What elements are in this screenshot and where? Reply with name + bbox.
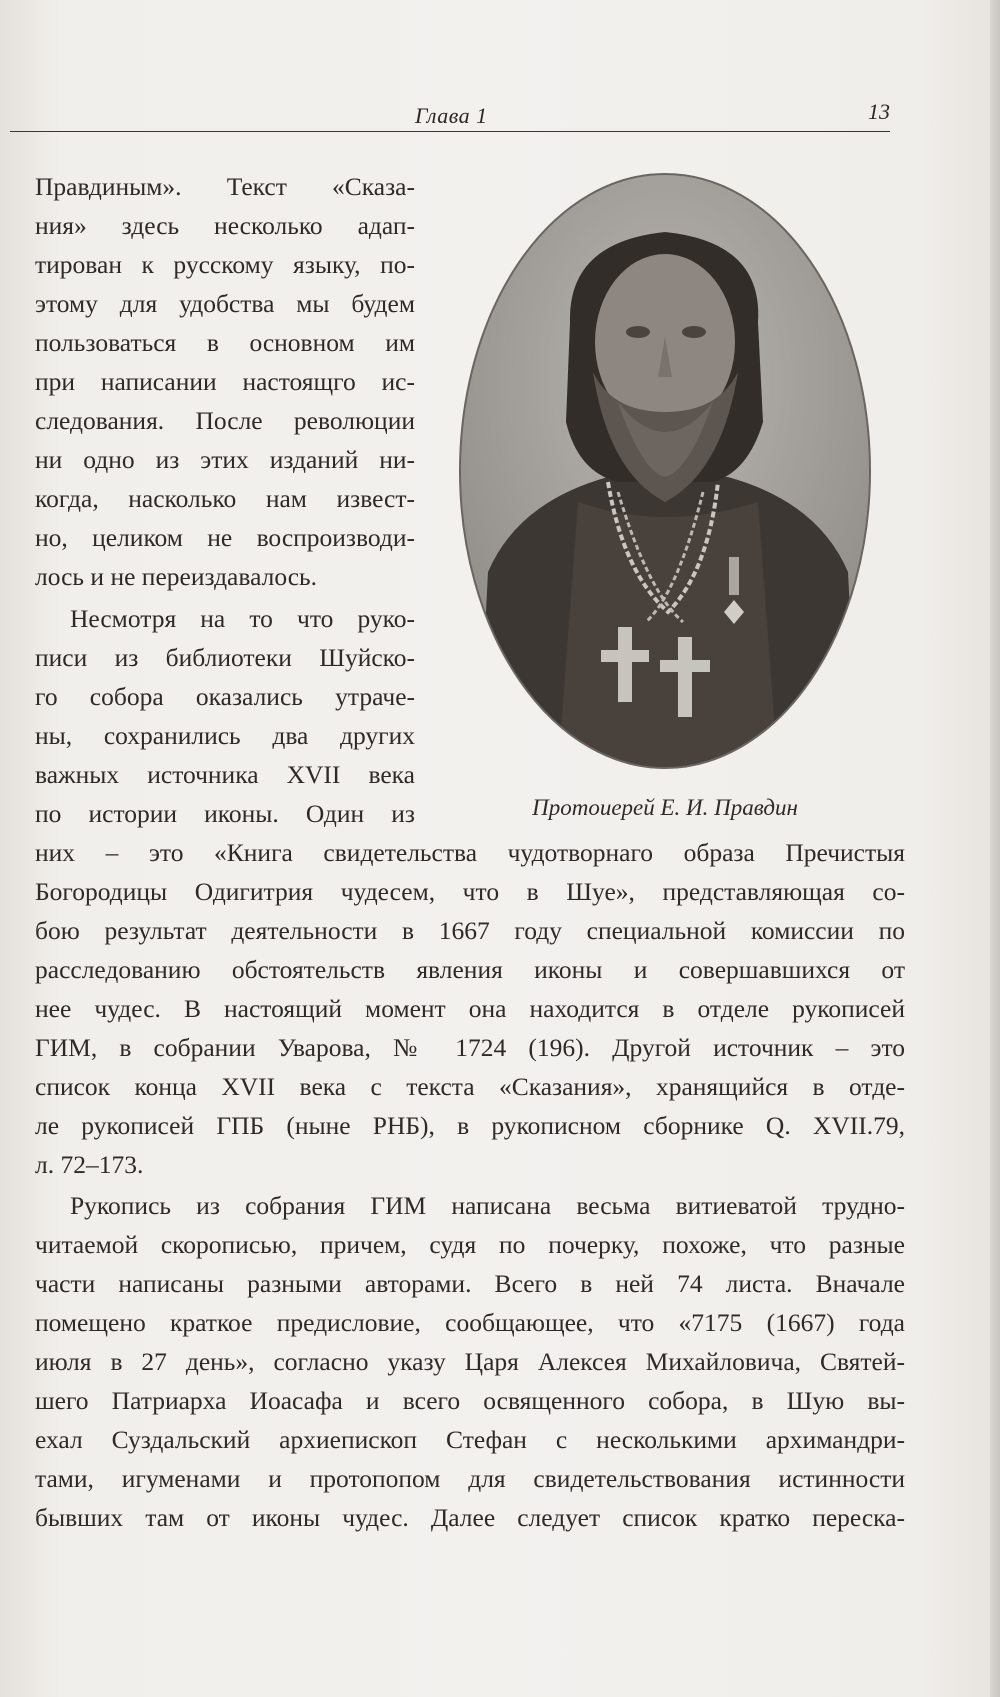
text-line: список конца XVII века с текста «Сказания», хранящийся в отде- xyxy=(35,1072,905,1101)
text-line: лось и не переиздавалось. xyxy=(35,562,318,591)
text-line: писи из библиотеки Шуйско- xyxy=(35,643,415,672)
text-line: ния» здесь несколько адап- xyxy=(35,211,415,240)
text-line: них – это «Книга свидетельства чудотворнаго образа Пречистыя xyxy=(35,838,905,867)
text-line: го собора оказались утраче- xyxy=(35,682,415,711)
running-header xyxy=(10,95,890,132)
text-line: бою результат деятельности в 1667 году специальной комиссии по xyxy=(35,916,905,945)
text-line: Несмотря на то что руко- xyxy=(70,604,415,633)
text-line: шего Патриарха Иоасафа и всего освященного собора, в Шую вы- xyxy=(35,1386,905,1415)
text-line: читаемой скорописью, причем, судя по почерку, похоже, что разные xyxy=(35,1230,905,1259)
text-line: при написании настоящго ис- xyxy=(35,367,415,396)
page-number: 13 xyxy=(868,99,890,124)
text-line: ГИМ, в собрании Уварова, № 1724 (196). Другой источник – это xyxy=(35,1033,905,1062)
text-line: следования. После революции xyxy=(35,406,415,435)
text-line: по истории иконы. Один из xyxy=(35,799,415,828)
text-line: когда, насколько нам извест- xyxy=(35,484,415,513)
text-line: пользоваться в основном им xyxy=(35,328,415,357)
text-line: бывших там от иконы чудес. Далее следует список кратко переска- xyxy=(35,1503,905,1532)
figure-caption: Протоиерей Е. И. Правдин xyxy=(532,795,798,820)
page-edge-shadow xyxy=(990,0,1000,1697)
text-line: помещено краткое предисловие, сообщающее, что «7175 (1667) года xyxy=(35,1308,905,1337)
text-line: расследованию обстоятельств явления иконы и совершавшихся от xyxy=(35,955,905,984)
text-line: ехал Суздальский архиепископ Стефан с несколькими архимандри- xyxy=(35,1425,905,1454)
text-line: Рукопись из собрания ГИМ написана весьма витиеватой трудно- xyxy=(70,1191,905,1220)
text-line: но, целиком не воспроизводи- xyxy=(35,523,415,552)
text-line: нее чудес. В настоящий момент она находится в отделе рукописей xyxy=(35,994,905,1023)
text-line: важных источника XVII века xyxy=(35,760,415,789)
text-line: этому для удобства мы будем xyxy=(35,289,415,318)
text-line: ле рукописей ГПБ (ныне РНБ), в рукописном сборнике Q. XVII.79, xyxy=(35,1111,905,1140)
text-line: Богородицы Одигитрия чудесем, что в Шуе», представляющая со- xyxy=(35,877,905,906)
text-line: ны, сохранились два других xyxy=(35,721,415,750)
text-line: тами, игуменами и протопопом для свидетельствования истинности xyxy=(35,1464,905,1493)
chapter-title: Глава 1 xyxy=(415,103,488,128)
text-line: л. 72–173. xyxy=(35,1150,144,1179)
portrait-photo xyxy=(458,172,872,770)
text-line: части написаны разными авторами. Всего в ней 74 листа. Вначале xyxy=(35,1269,905,1298)
text-line: июля в 27 день», согласно указу Царя Алексея Михайловича, Святей- xyxy=(35,1347,905,1376)
text-line: тирован к русскому языку, по- xyxy=(35,250,415,279)
text-line: Правдиным». Текст «Сказа- xyxy=(35,172,415,201)
text-line: ни одно из этих изданий ни- xyxy=(35,445,415,474)
